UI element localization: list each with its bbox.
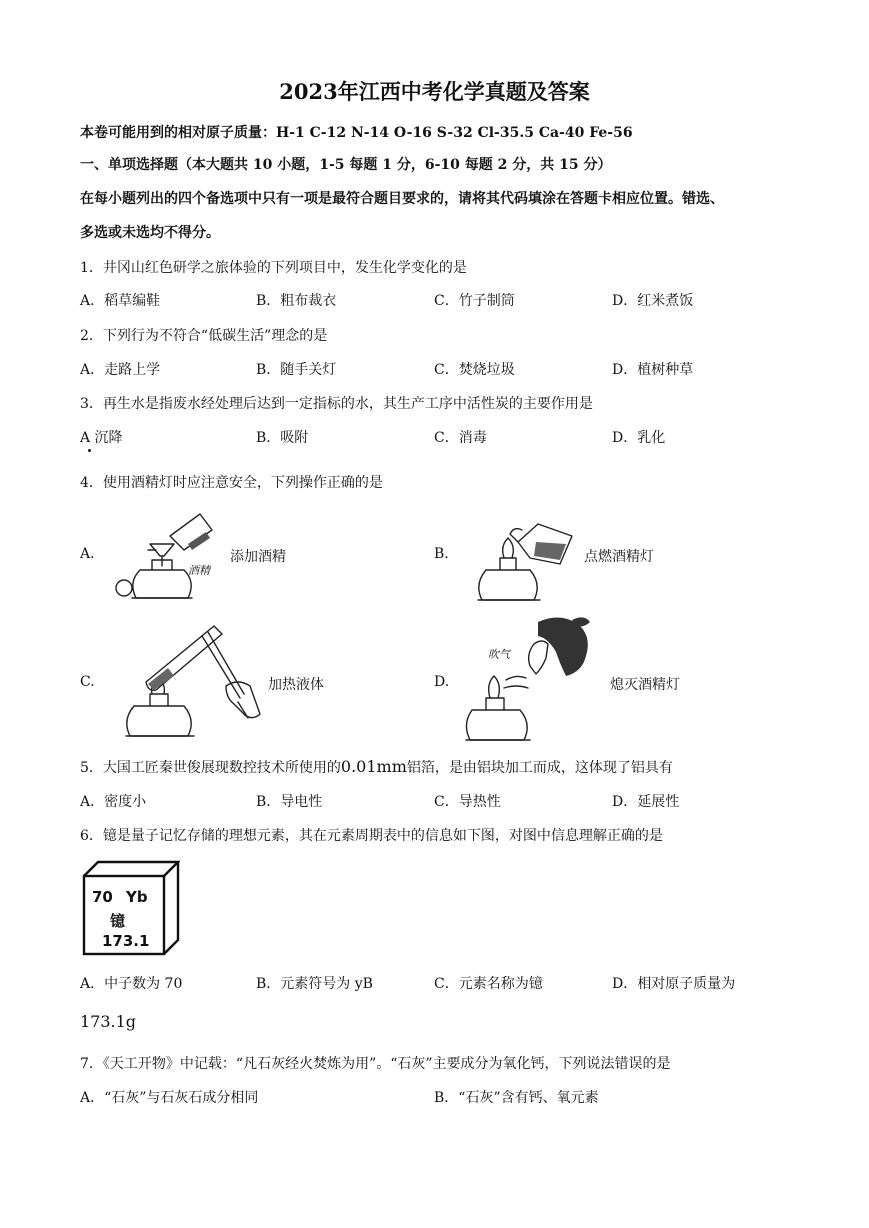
section-heading: 一、单项选择题（本大题共 10 小题，1-5 每题 1 分，6-10 每题 2 分，共 15 分） — [80, 157, 612, 173]
q2-option-d: D．植树种草 — [612, 362, 694, 378]
q2-option-c: C．焚烧垃圾 — [434, 362, 515, 378]
q4-option-d-caption: 熄灭酒精灯 — [610, 677, 680, 693]
q4-option-a-letter: A. — [80, 546, 95, 562]
q7-option-b: B．“石灰”含有钙、氧元素 — [434, 1090, 599, 1106]
q5-stem-value: 0.01mm — [340, 757, 407, 776]
q5-option-a: A．密度小 — [80, 794, 147, 810]
q3-option-d: D．乳化 — [612, 430, 666, 446]
q4-option-c-letter: C. — [80, 674, 95, 690]
instruction-line-2: 多选或未选均不得分。 — [80, 225, 220, 241]
q2-option-b: B．随手关灯 — [256, 362, 337, 378]
q6-option-d: D．相对原子质量为 — [612, 976, 736, 992]
q5-stem-before: 5．大国工匠秦世俊展现数控技术所使用的 — [80, 760, 341, 776]
q4-option-b-letter: B. — [434, 546, 449, 562]
q4-option-a-caption: 添加酒精 — [230, 549, 286, 565]
q4-option-b-caption: 点燃酒精灯 — [584, 549, 654, 565]
q6-option-a: A．中子数为 70 — [80, 976, 183, 992]
page-title: 2023年江西中考化学真题及答案 — [279, 79, 590, 104]
add-alcohol-illustration — [108, 510, 228, 606]
element-number: 70 — [92, 888, 113, 906]
q3-option-a: A 沉降 — [80, 430, 123, 446]
q5-option-d: D．延展性 — [612, 794, 680, 810]
q5-stem-after: 铝箔，是由铝块加工而成，这体现了铝具有 — [406, 760, 673, 776]
blow-label: 吹气 — [488, 648, 510, 661]
q4-stem: 4．使用酒精灯时应注意安全，下列操作正确的是 — [80, 475, 383, 491]
stray-dot — [88, 449, 91, 452]
element-card-yb — [82, 860, 180, 956]
q7-option-a: A．“石灰”与石灰石成分相同 — [80, 1090, 259, 1106]
q2-stem: 2．下列行为不符合“低碳生活”理念的是 — [80, 328, 328, 344]
light-lamp-illustration — [474, 512, 578, 608]
heat-liquid-illustration — [122, 622, 264, 744]
q6-stem: 6．镱是量子记忆存储的理想元素，其在元素周期表中的信息如下图，对图中信息理解正确的是 — [80, 828, 663, 844]
q1-option-c: C．竹子制筒 — [434, 293, 515, 309]
q5-option-b: B．导电性 — [256, 794, 323, 810]
element-symbol: Yb — [126, 888, 148, 906]
q1-option-d: D．红米煮饭 — [612, 293, 694, 309]
q4-option-d-letter: D. — [434, 674, 450, 690]
q5-option-c: C．导热性 — [434, 794, 501, 810]
q1-option-a: A．稻草编鞋 — [80, 293, 161, 309]
q6-option-c: C．元素名称为镱 — [434, 976, 543, 992]
element-name: 镱 — [110, 912, 126, 930]
q6-option-b: B．元素符号为 yB — [256, 976, 373, 992]
extinguish-lamp-illustration — [464, 614, 594, 748]
q6-option-d-continued: 173.1g — [80, 1012, 137, 1031]
element-mass: 173.1 — [102, 932, 150, 950]
alcohol-bottle-label: 酒精 — [188, 564, 210, 577]
q5-stem — [80, 757, 673, 777]
q7-stem: 7．《天工开物》中记载：“凡石灰经火焚炼为用”。“石灰”主要成分为氧化钙，下列说法错误的是 — [80, 1056, 671, 1072]
q2-option-a: A．走路上学 — [80, 362, 161, 378]
q3-stem: 3．再生水是指废水经处理后达到一定指标的水，其生产工序中活性炭的主要作用是 — [80, 396, 593, 412]
instruction-line-1: 在每小题列出的四个备选项中只有一项是最符合题目要求的，请将其代码填涂在答题卡相应位置。错选、 — [80, 191, 724, 207]
q1-stem: 1．井冈山红色研学之旅体验的下列项目中，发生化学变化的是 — [80, 260, 467, 276]
q4-option-c-caption: 加热液体 — [268, 677, 324, 693]
atomic-mass-note: 本卷可能用到的相对原子质量：H-1 C-12 N-14 O-16 S-32 Cl-35.5 Ca-40 Fe-56 — [80, 125, 633, 141]
q1-option-b: B．粗布裁衣 — [256, 293, 337, 309]
q3-option-c: C．消毒 — [434, 430, 487, 446]
q3-option-b: B．吸附 — [256, 430, 309, 446]
